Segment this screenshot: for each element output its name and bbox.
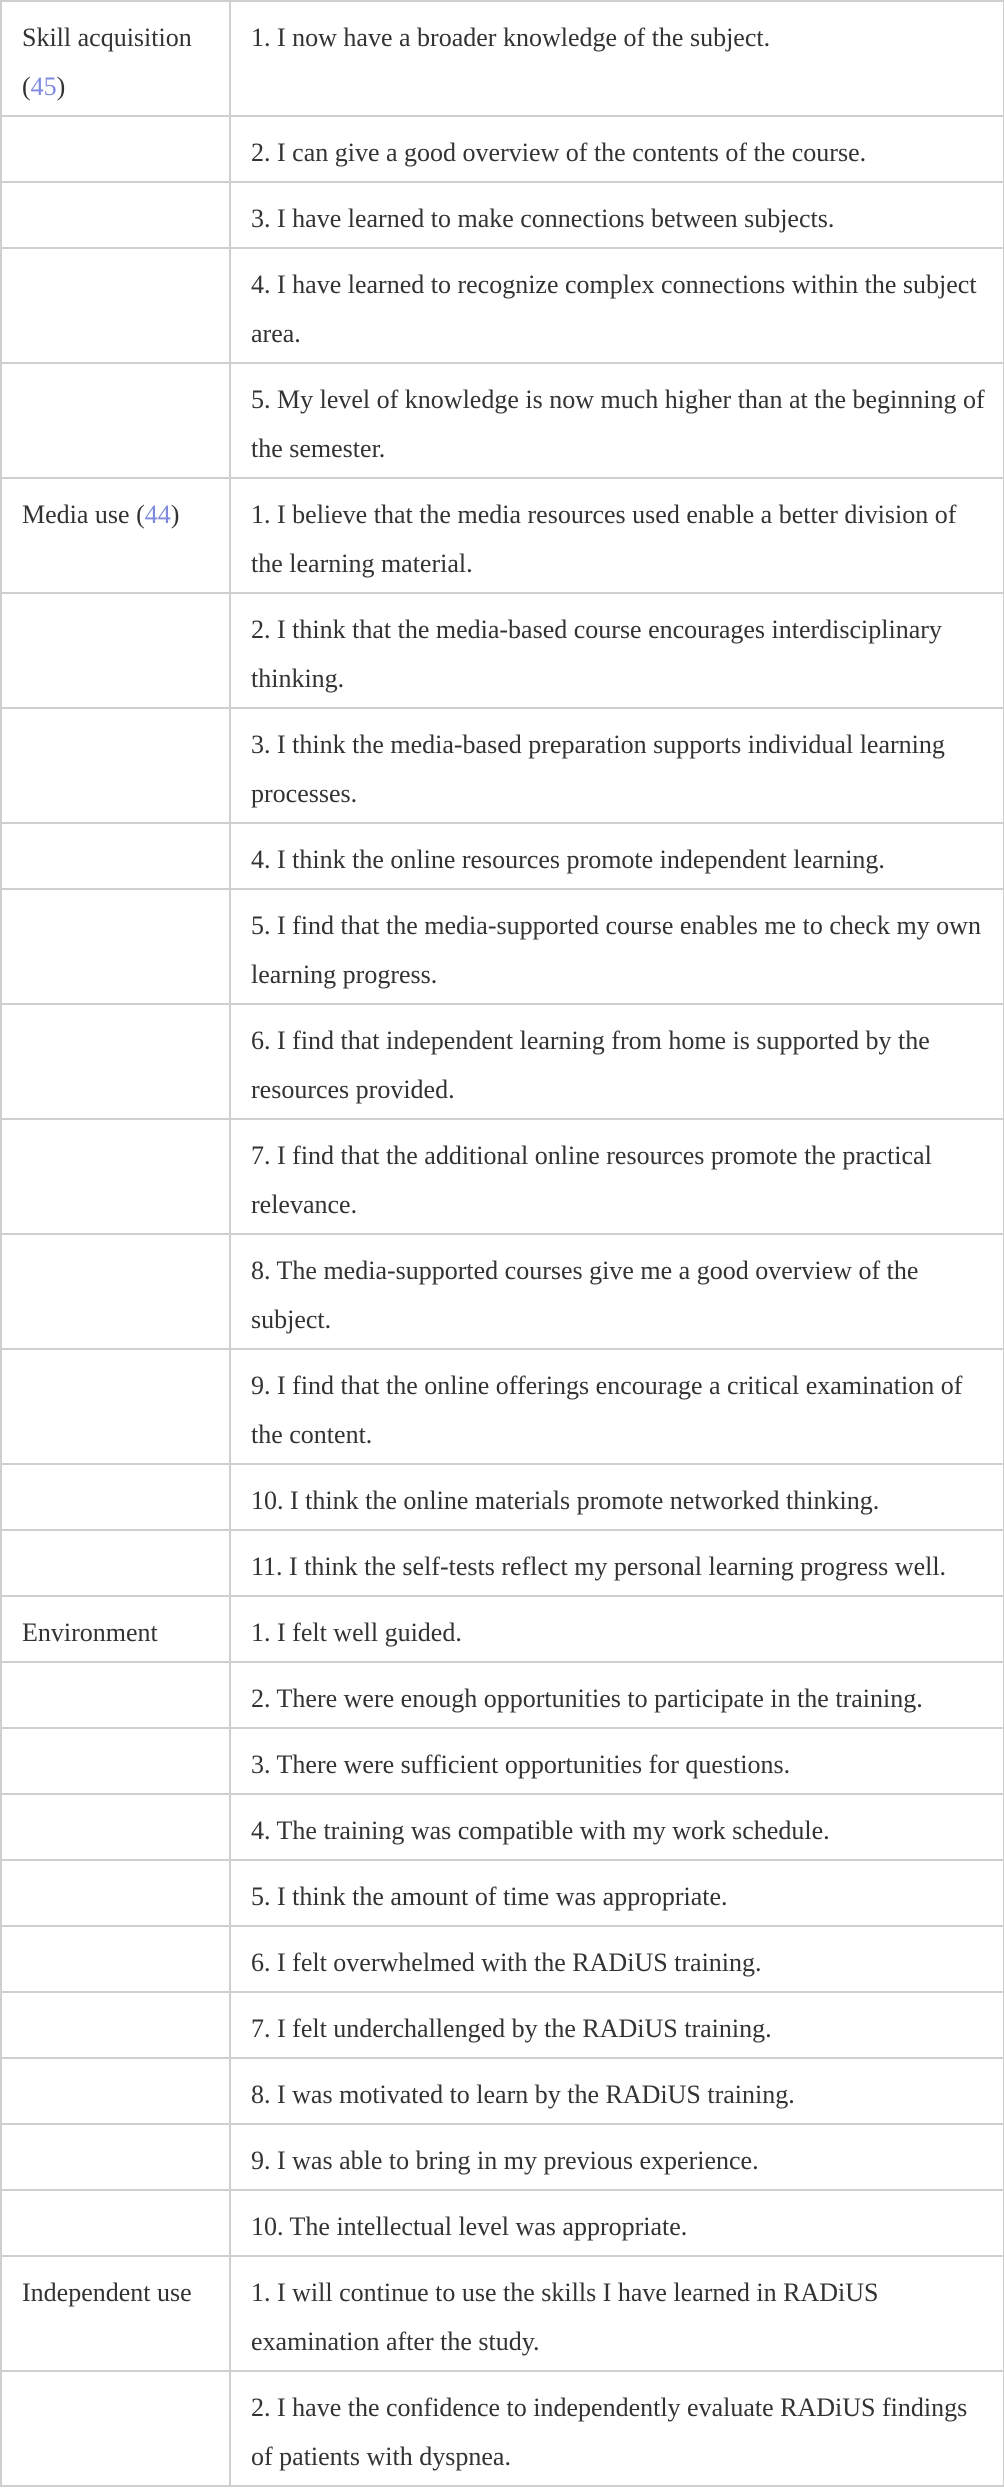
statement-cell: [230, 1349, 1004, 1464]
table-row: [1, 2124, 1004, 2190]
category-cell: [1, 2058, 230, 2124]
category-cell: [1, 889, 230, 1004]
statement-text: 8. I was motivated to learn by the RADiUS training.: [251, 2080, 795, 2109]
citation-reference-link[interactable]: 45: [30, 72, 57, 101]
table-row: [1, 889, 1004, 1004]
statement-cell: [230, 1004, 1004, 1119]
statement-text: 1. I will continue to use the skills I have learned in RADiUS examination after the study.: [251, 2278, 879, 2356]
category-cell: [1, 2124, 230, 2190]
category-cell: [1, 1349, 230, 1464]
category-cell: [1, 182, 230, 248]
category-cell: [1, 1992, 230, 2058]
statement-text: 7. I find that the additional online resources promote the practical relevance.: [251, 1141, 932, 1219]
category-label: Environment: [22, 1618, 158, 1647]
statement-text: 4. The training was compatible with my work schedule.: [251, 1816, 830, 1845]
table-row: [1, 2256, 1004, 2371]
statement-cell: [230, 248, 1004, 363]
statement-cell: [230, 1662, 1004, 1728]
statement-cell: [230, 1992, 1004, 2058]
category-cell: [1, 593, 230, 708]
category-cell: [1, 116, 230, 182]
statement-text: 2. I have the confidence to independently evaluate RADiUS findings of patients with dyspnea.: [251, 2393, 968, 2471]
statement-cell: [230, 889, 1004, 1004]
statement-cell: [230, 2371, 1004, 2486]
statement-cell: [230, 2190, 1004, 2256]
statement-cell: [230, 116, 1004, 182]
table-row: [1, 1349, 1004, 1464]
statement-text: 3. I have learned to make connections between subjects.: [251, 204, 835, 233]
statement-text: 1. I now have a broader knowledge of the subject.: [251, 23, 771, 52]
statement-cell: [230, 1794, 1004, 1860]
category-cell: [1, 2190, 230, 2256]
table-row: [1, 1119, 1004, 1234]
statement-text: 2. I think that the media-based course encourages interdisciplinary thinking.: [251, 615, 942, 693]
questionnaire-table-body: [1, 1, 1004, 2486]
statement-cell: [230, 1234, 1004, 1349]
category-cell: [1, 1728, 230, 1794]
statement-cell: [230, 1119, 1004, 1234]
statement-text: 3. There were sufficient opportunities for questions.: [251, 1750, 791, 1779]
table-row: [1, 248, 1004, 363]
category-cell: [1, 1860, 230, 1926]
statement-cell: [230, 1860, 1004, 1926]
table-row: [1, 182, 1004, 248]
statement-text: 6. I felt overwhelmed with the RADiUS training.: [251, 1948, 762, 1977]
statement-text: 4. I think the online resources promote independent learning.: [251, 845, 885, 874]
table-row: [1, 1794, 1004, 1860]
statement-cell: [230, 1464, 1004, 1530]
category-cell: Media use (44): [1, 478, 230, 593]
category-label: Skill acquisition: [22, 23, 192, 52]
statement-text: 9. I was able to bring in my previous experience.: [251, 2146, 759, 2175]
statement-cell: [230, 1, 1004, 116]
category-cell: [1, 1926, 230, 1992]
statement-cell: [230, 2058, 1004, 2124]
statement-cell: [230, 1728, 1004, 1794]
statement-text: 9. I find that the online offerings encourage a critical examination of the content.: [251, 1371, 963, 1449]
category-cell: [1, 823, 230, 889]
table-row: [1, 1530, 1004, 1596]
category-cell: [1, 708, 230, 823]
statement-cell: [230, 1530, 1004, 1596]
table-row: [1, 823, 1004, 889]
category-cell: [1, 2371, 230, 2486]
category-cell: [1, 1662, 230, 1728]
statement-cell: [230, 478, 1004, 593]
statement-cell: [230, 182, 1004, 248]
category-cell: [1, 1596, 230, 1662]
table-row: [1, 1992, 1004, 2058]
statement-cell: [230, 2256, 1004, 2371]
statement-cell: [230, 823, 1004, 889]
table-row: [1, 116, 1004, 182]
category-cell: [1, 1119, 230, 1234]
statement-text: 7. I felt underchallenged by the RADiUS training.: [251, 2014, 772, 2043]
category-cell: [1, 1530, 230, 1596]
category-cell: [1, 2256, 230, 2371]
citation-reference-link[interactable]: 44: [144, 500, 171, 529]
statement-text: 5. I find that the media-supported course enables me to check my own learning progress.: [251, 911, 981, 989]
table-row: [1, 1860, 1004, 1926]
statement-cell: [230, 1926, 1004, 1992]
table-row: [1, 1596, 1004, 1662]
table-row: [1, 2371, 1004, 2486]
table-row: [1, 593, 1004, 708]
table-row: [1, 1234, 1004, 1349]
table-row: [1, 478, 1004, 593]
statement-cell: [230, 1596, 1004, 1662]
category-cell: [1, 1004, 230, 1119]
table-row: [1, 1662, 1004, 1728]
table-row: [1, 1, 1004, 116]
statement-text: 5. My level of knowledge is now much higher than at the beginning of the semester.: [251, 385, 985, 463]
table-row: [1, 1926, 1004, 1992]
category-cell: [1, 1464, 230, 1530]
category-label: Media use: [22, 500, 130, 529]
statement-cell: [230, 363, 1004, 478]
table-row: [1, 2058, 1004, 2124]
statement-text: 2. There were enough opportunities to participate in the training.: [251, 1684, 923, 1713]
statement-text: 4. I have learned to recognize complex connections within the subject area.: [251, 270, 977, 348]
category-cell: [1, 248, 230, 363]
statement-cell: [230, 708, 1004, 823]
statement-text: 3. I think the media-based preparation supports individual learning processes.: [251, 730, 945, 808]
statement-text: 10. I think the online materials promote networked thinking.: [251, 1486, 880, 1515]
table-row: [1, 363, 1004, 478]
statement-text: 2. I can give a good overview of the contents of the course.: [251, 138, 867, 167]
category-cell: [1, 1794, 230, 1860]
statement-text: 1. I believe that the media resources used enable a better division of the learning material.: [251, 500, 957, 578]
statement-text: 1. I felt well guided.: [251, 1618, 462, 1647]
category-cell: [1, 1234, 230, 1349]
statement-text: 8. The media-supported courses give me a good overview of the subject.: [251, 1256, 919, 1334]
statement-cell: [230, 593, 1004, 708]
statement-text: 11. I think the self-tests reflect my personal learning progress well.: [251, 1552, 947, 1581]
statement-text: 5. I think the amount of time was appropriate.: [251, 1882, 728, 1911]
category-cell: [1, 363, 230, 478]
table-row: [1, 708, 1004, 823]
statement-cell: [230, 2124, 1004, 2190]
table-row: [1, 2190, 1004, 2256]
category-label: Independent use: [22, 2278, 192, 2307]
statement-text: 10. The intellectual level was appropriate.: [251, 2212, 688, 2241]
table-row: [1, 1464, 1004, 1530]
statement-text: 6. I find that independent learning from home is supported by the resources provided.: [251, 1026, 930, 1104]
category-cell: Skill acquisition (45): [1, 1, 230, 116]
table-row: [1, 1728, 1004, 1794]
table-row: [1, 1004, 1004, 1119]
